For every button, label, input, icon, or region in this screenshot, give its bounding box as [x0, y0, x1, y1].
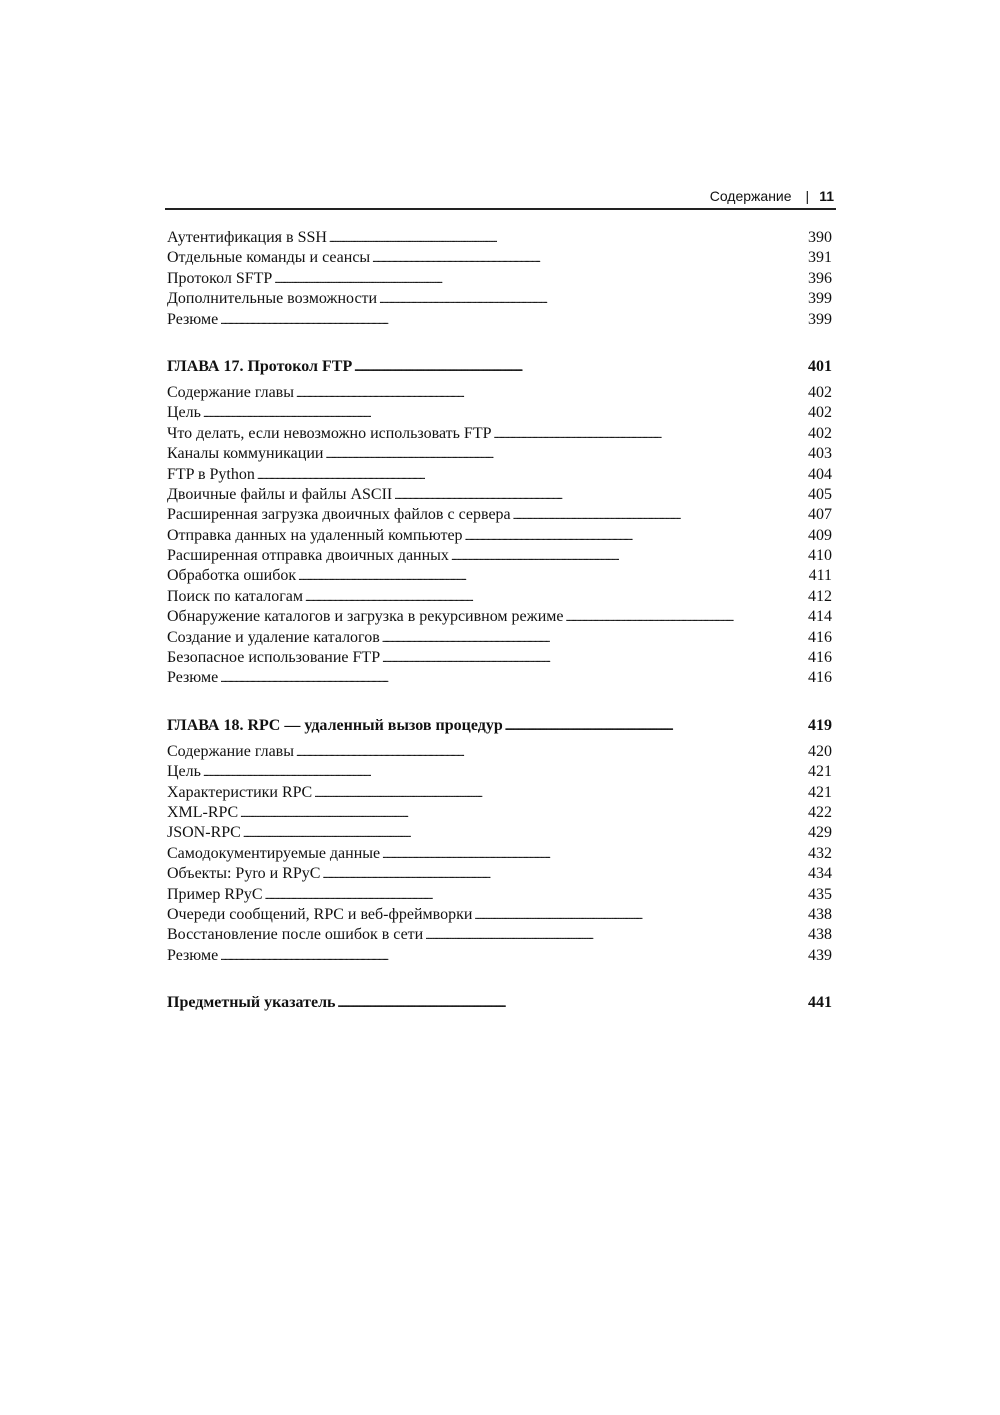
leader-dots [296, 742, 806, 763]
leader-dots [314, 783, 806, 804]
toc-entry-page: 416 [808, 628, 832, 646]
chapter-heading [167, 356, 832, 378]
toc-entry [167, 424, 832, 444]
toc-entry-page: 411 [808, 567, 832, 585]
toc-entry-title: Аутентификация в SSH [167, 229, 327, 246]
toc-entry-page: 416 [808, 649, 832, 667]
toc-entry-title: Содержание главы [167, 742, 294, 760]
toc-entry-title: Объекты: Pyro и RPyC [167, 865, 321, 883]
leader-dots [465, 526, 806, 547]
toc-entry-title: Самодокументируемые данные [167, 844, 381, 862]
leader-dots [372, 248, 806, 269]
toc-entry-title: Резюме [167, 946, 219, 964]
toc-entry [167, 546, 832, 566]
toc-entry-title: XML-RPC [167, 803, 239, 821]
toc-entry-page: 399 [808, 310, 832, 328]
toc-entry-page: 407 [808, 506, 832, 524]
leader-dots [257, 465, 806, 486]
toc-entry-title: Восстановление после ошибок в сети [167, 926, 424, 944]
toc-entry-title: Очереди сообщений, RPC и веб-фреймворки [167, 905, 473, 923]
toc-entry-page: 438 [808, 905, 832, 923]
toc-entry [167, 844, 832, 864]
section-gap [167, 330, 832, 356]
toc-entry-title: Безопасное использование FTP [167, 649, 381, 667]
leader-dots [354, 356, 806, 379]
toc-entry-title: Расширенная загрузка двоичных файлов с сервера [167, 506, 511, 524]
toc-entry-page: 434 [808, 865, 832, 883]
leader-dots [305, 587, 806, 608]
toc-entry [167, 607, 832, 627]
section-gap [167, 689, 832, 715]
toc-entry [167, 403, 832, 423]
toc-entry [167, 742, 832, 762]
toc-entry [167, 648, 832, 668]
table-of-contents [167, 228, 832, 1014]
leader-dots [296, 383, 806, 404]
toc-entry-page: 396 [808, 269, 832, 287]
chapter-heading [167, 715, 832, 737]
toc-entry-page: 416 [808, 669, 832, 687]
leader-dots [394, 485, 806, 506]
toc-entry [167, 228, 832, 248]
toc-entry-page: 399 [808, 290, 832, 308]
chapter-title: Предметный указатель [167, 994, 336, 1012]
toc-entry-page: 412 [808, 587, 832, 605]
chapter-heading [167, 992, 832, 1014]
toc-entry-title: Обнаружение каталогов и загрузка в рекурсивном режиме [167, 608, 564, 626]
toc-entry [167, 248, 832, 268]
leader-dots [240, 803, 806, 824]
toc-entry-page: 435 [808, 885, 832, 903]
leader-dots [322, 864, 806, 885]
toc-entry-page: 402 [808, 404, 832, 422]
toc-entry-title: Создание и удаление каталогов [167, 628, 380, 646]
leader-dots [203, 762, 806, 783]
header-right [710, 188, 834, 204]
leader-dots [274, 269, 806, 290]
leader-dots [505, 715, 806, 738]
leader-dots [382, 628, 806, 649]
toc-entry [167, 566, 832, 586]
toc-entry [167, 905, 832, 925]
chapter-page: 401 [808, 357, 832, 375]
toc-entry [167, 925, 832, 945]
header-page-number: 11 [819, 188, 834, 204]
toc-entry-page: 414 [808, 608, 832, 626]
toc-entry [167, 823, 832, 843]
toc-entry-title: JSON-RPC [167, 824, 241, 842]
leader-dots [220, 668, 806, 689]
leader-dots [566, 607, 807, 628]
toc-entry [167, 668, 832, 688]
toc-entry-page: 390 [808, 229, 832, 246]
toc-entry [167, 526, 832, 546]
leader-dots [494, 424, 807, 445]
section-gap [167, 966, 832, 992]
toc-entry-page: 410 [808, 547, 832, 565]
leader-dots [220, 946, 806, 967]
header-title: Содержание [709, 188, 792, 204]
leader-dots [298, 566, 806, 587]
toc-entry-page: 432 [808, 844, 832, 862]
toc-entry [167, 864, 832, 884]
toc-entry-page: 439 [808, 946, 832, 964]
toc-entry [167, 444, 832, 464]
toc-entry-page: 422 [808, 803, 832, 821]
leader-dots [329, 228, 806, 249]
toc-entry-title: Поиск по каталогам [167, 587, 303, 605]
toc-entry-title: Пример RPyC [167, 885, 263, 903]
toc-entry [167, 485, 832, 505]
toc-entry-title: Цель [167, 763, 201, 781]
toc-entry-page: 421 [808, 763, 832, 781]
leader-dots [513, 505, 806, 526]
leader-dots [265, 885, 806, 906]
toc-entry-title: Резюме [167, 669, 219, 687]
toc-entry-page: 405 [808, 485, 832, 503]
toc-entry-page: 421 [808, 783, 832, 801]
toc-entry [167, 587, 832, 607]
toc-entry [167, 505, 832, 525]
toc-entry-title: Отправка данных на удаленный компьютер [167, 526, 463, 544]
toc-entry [167, 289, 832, 309]
leader-dots [382, 648, 806, 669]
toc-entry-title: Характеристики RPC [167, 783, 313, 801]
toc-entry-title: Расширенная отправка двоичных данных [167, 547, 449, 565]
leader-dots [474, 905, 806, 926]
toc-entry-page: 420 [808, 742, 832, 760]
leader-dots [451, 546, 806, 567]
toc-entry-title: Обработка ошибок [167, 567, 297, 585]
toc-entry-page: 438 [808, 926, 832, 944]
leader-dots [325, 444, 806, 465]
leader-dots [338, 992, 806, 1015]
toc-entry-title: Содержание главы [167, 383, 294, 401]
toc-entry [167, 783, 832, 803]
toc-entry-title: FTP в Python [167, 465, 255, 483]
toc-entry-title: Цель [167, 404, 201, 422]
toc-entry-title: Двоичные файлы и файлы ASCII [167, 485, 393, 503]
toc-entry-page: 404 [808, 465, 832, 483]
leader-dots [203, 403, 806, 424]
toc-entry [167, 803, 832, 823]
toc-entry-title: Протокол SFTP [167, 269, 273, 287]
chapter-page: 441 [808, 994, 832, 1012]
toc-entry-page: 429 [808, 824, 832, 842]
toc-entry-page: 403 [808, 445, 832, 463]
leader-dots [379, 289, 806, 310]
toc-entry [167, 946, 832, 966]
toc-entry-page: 402 [808, 383, 832, 401]
leader-dots [425, 925, 806, 946]
toc-entry [167, 465, 832, 485]
toc-entry-title: Что делать, если невозможно использовать FTP [167, 424, 492, 442]
chapter-title: ГЛАВА 18. RPC — удаленный вызов процедур [167, 716, 503, 734]
toc-entry-page: 409 [808, 526, 832, 544]
toc-entry-title: Резюме [167, 310, 219, 328]
leader-dots [220, 310, 806, 331]
toc-entry [167, 628, 832, 648]
toc-entry [167, 310, 832, 330]
running-header [165, 190, 836, 210]
header-separator: | [805, 188, 810, 204]
toc-entry-page: 391 [808, 249, 832, 267]
leader-dots [243, 823, 806, 844]
toc-entry [167, 269, 832, 289]
leader-dots [382, 844, 806, 865]
toc-entry-title: Отдельные команды и сеансы [167, 249, 371, 267]
toc-entry [167, 383, 832, 403]
toc-entry-title: Дополнительные возможности [167, 290, 378, 308]
chapter-title: ГЛАВА 17. Протокол FTP [167, 357, 353, 375]
toc-entry [167, 762, 832, 782]
toc-entry [167, 885, 832, 905]
chapter-page: 419 [808, 716, 832, 734]
toc-entry-title: Каналы коммуникации [167, 445, 324, 463]
toc-entry-page: 402 [808, 424, 832, 442]
